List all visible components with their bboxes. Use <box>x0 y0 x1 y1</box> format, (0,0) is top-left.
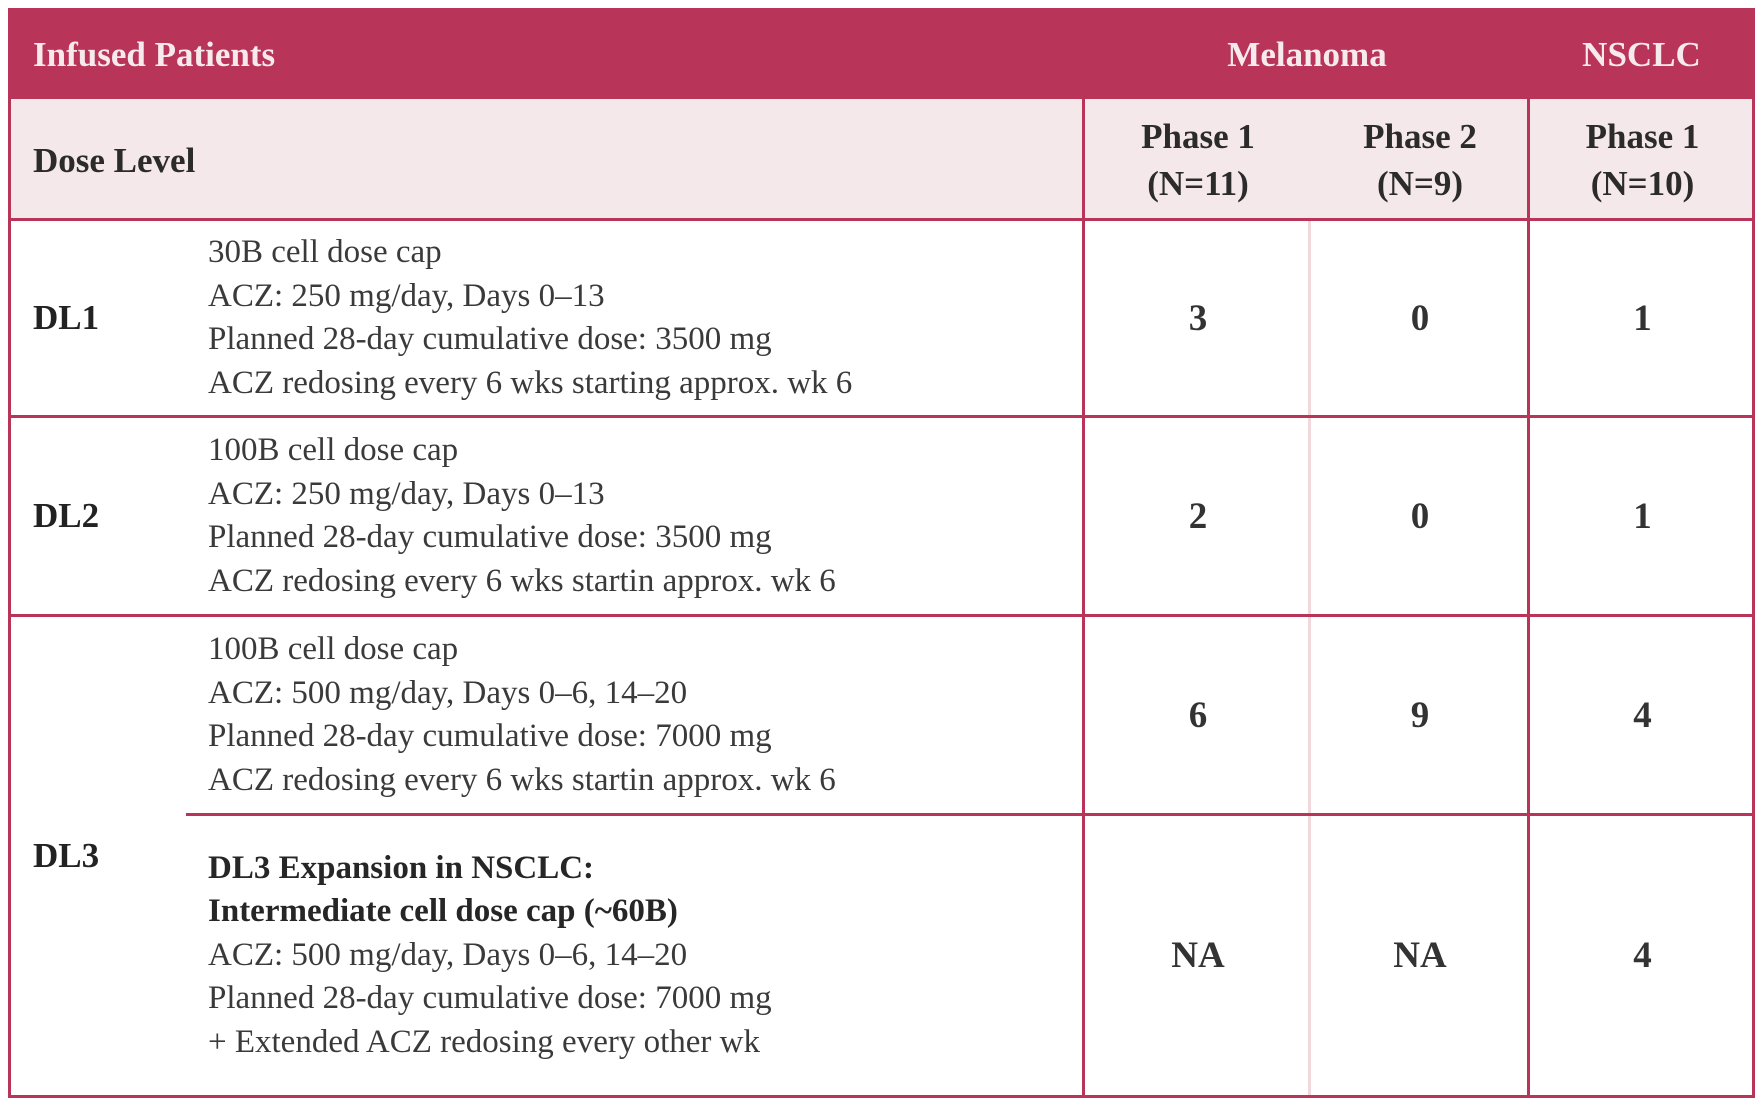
row-line: 100B cell dose cap <box>208 432 459 468</box>
cell-melanoma-phase1: 6 <box>1188 694 1208 736</box>
row-line-bold: DL3 Expansion in NSCLC: <box>208 849 595 886</box>
subheader-melanoma-phase2 <box>1309 99 1531 221</box>
row-line: ACZ redosing every 6 wks startin approx. wk 6 <box>208 761 836 798</box>
row-line: ACZ redosing every 6 wks startin approx. wk 6 <box>208 562 836 599</box>
row-line: Planned 28-day cumulative dose: 7000 mg <box>208 980 772 1017</box>
cell-nsclc-phase1: 1 <box>1633 495 1652 537</box>
cell-melanoma-phase1: NA <box>1171 935 1225 976</box>
row-line: + Extended ACZ redosing every other wk <box>208 1023 760 1060</box>
subheader-melanoma-phase2-n: (N=9) <box>1376 164 1464 203</box>
cell-melanoma-phase2: 9 <box>1410 694 1430 736</box>
subheader-melanoma-phase1 <box>1087 99 1309 221</box>
row-line: ACZ: 500 mg/day, Days 0–6, 14–20 <box>208 674 688 711</box>
col-divider-melanoma <box>1082 11 1085 1095</box>
row-line: Planned 28-day cumulative dose: 7000 mg <box>208 718 772 754</box>
dose-level-table <box>8 8 1755 1098</box>
subheader-nsclc-phase1 <box>1533 99 1752 221</box>
cell-nsclc-phase1: 1 <box>1633 297 1652 339</box>
row-line: 100B cell dose cap <box>208 631 459 667</box>
header-melanoma: Melanoma <box>1227 35 1387 74</box>
subheader-melanoma-phase1-label: Phase 1 <box>1141 117 1255 156</box>
row-description <box>208 816 1078 1095</box>
row-line: Planned 28-day cumulative dose: 3500 mg <box>208 321 772 357</box>
row-dose-level: DL1 <box>33 298 100 337</box>
cell-melanoma-phase2: NA <box>1393 935 1447 976</box>
row-line: ACZ redosing every 6 wks starting approx. wk 6 <box>208 364 853 401</box>
row-description-text <box>208 847 772 1065</box>
row-description-text <box>208 231 852 405</box>
row-description-text <box>208 429 836 603</box>
subheader-melanoma-phase1-n: (N=11) <box>1147 164 1249 203</box>
row-description <box>208 418 1078 614</box>
header-infused-patients: Infused Patients <box>33 35 276 74</box>
row-description <box>208 617 1078 813</box>
cell-nsclc-phase1: 4 <box>1633 694 1652 736</box>
row-description-text <box>208 628 836 802</box>
cell-melanoma-phase2: 0 <box>1410 495 1430 537</box>
row-dose-level: DL3 <box>33 836 100 875</box>
cell-melanoma-phase1: 2 <box>1188 495 1208 537</box>
row-dose-level: DL2 <box>33 496 100 535</box>
row-line: ACZ: 500 mg/day, Days 0–6, 14–20 <box>208 936 688 973</box>
subheader-nsclc-phase1-n: (N=10) <box>1590 164 1695 203</box>
subheader-dose-level: Dose Level <box>33 140 196 180</box>
row-line: ACZ: 250 mg/day, Days 0–13 <box>208 475 605 512</box>
row-line: Planned 28-day cumulative dose: 3500 mg <box>208 519 772 555</box>
row-description <box>208 221 1078 415</box>
row-line: 30B cell dose cap <box>208 234 442 270</box>
cell-melanoma-phase2: 0 <box>1410 297 1430 339</box>
subheader-nsclc-phase1-label: Phase 1 <box>1585 117 1700 156</box>
row-line-bold: Intermediate cell dose cap (~60B) <box>208 893 678 930</box>
row-line: ACZ: 250 mg/day, Days 0–13 <box>208 277 605 314</box>
cell-melanoma-phase1: 3 <box>1188 297 1208 339</box>
header-nsclc: NSCLC <box>1582 35 1701 74</box>
cell-nsclc-phase1: 4 <box>1633 935 1652 976</box>
subheader-melanoma-phase2-label: Phase 2 <box>1363 117 1477 156</box>
